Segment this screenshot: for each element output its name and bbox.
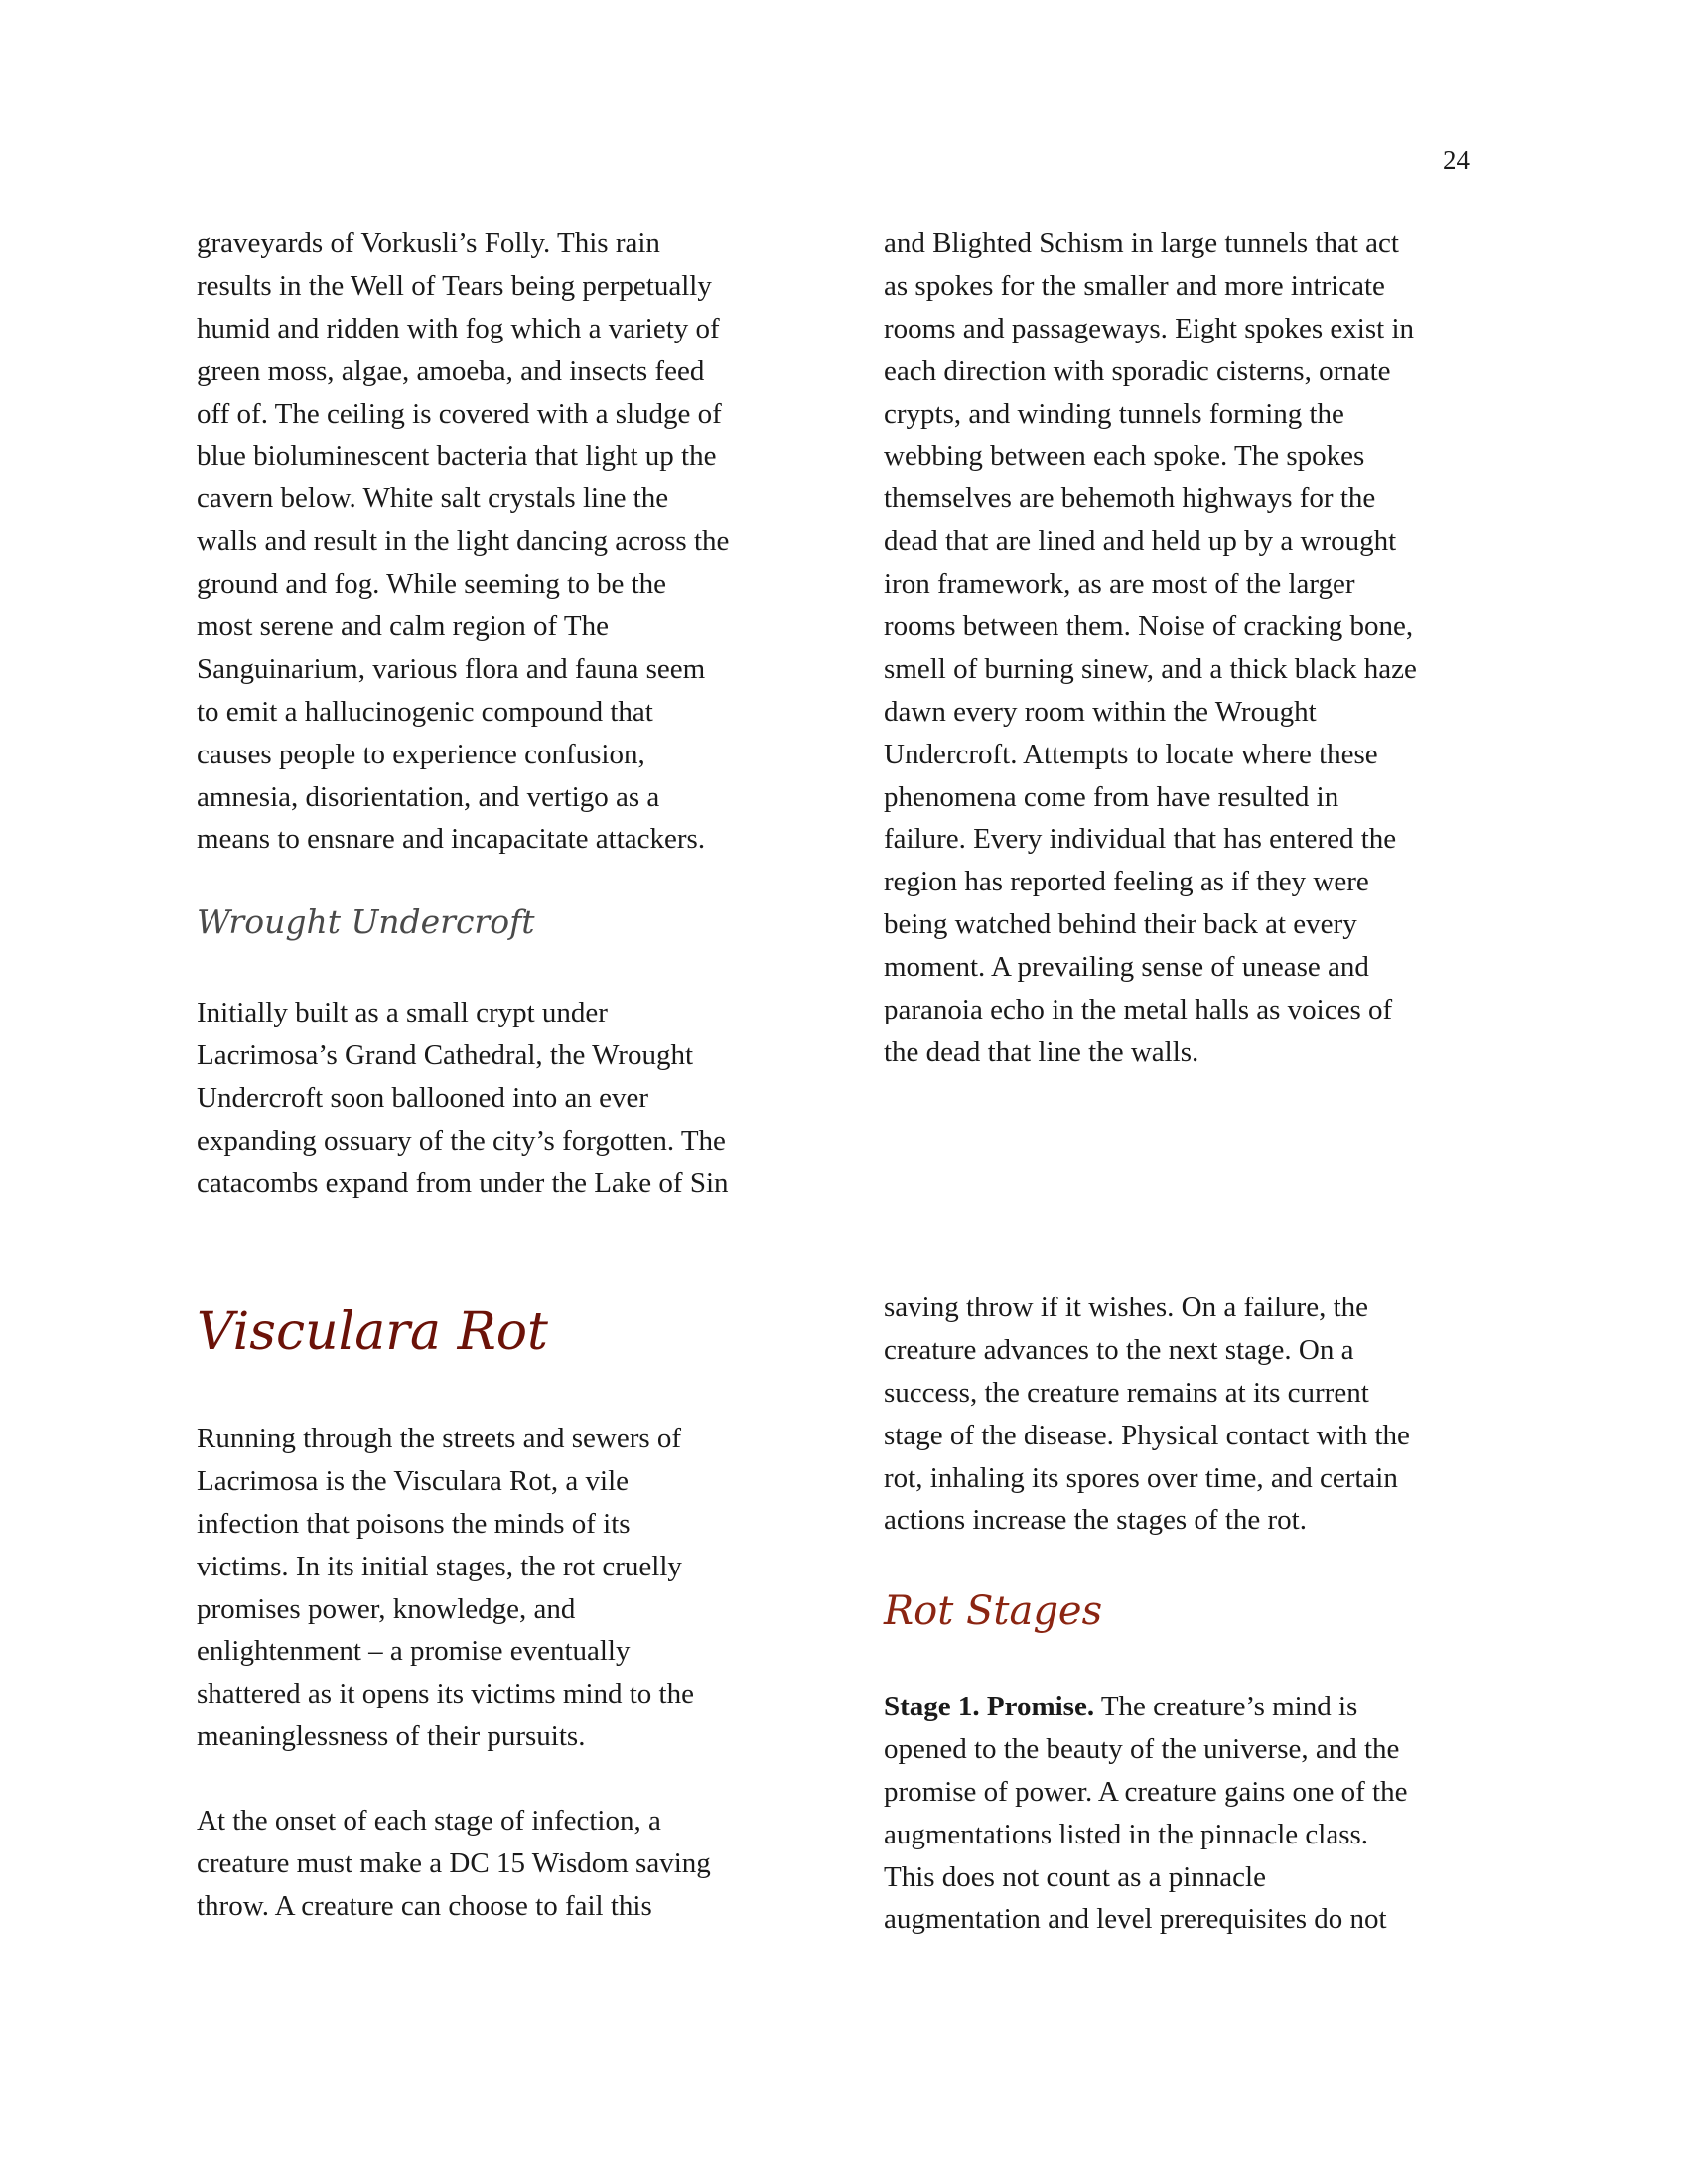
text-line: rooms and passageways. Eight spokes exist in: [884, 312, 1415, 344]
stage-1-text: The creature’s mind is: [1094, 1691, 1358, 1722]
text-line: webbing between each spoke. The spokes: [884, 440, 1365, 473]
page-number: 24: [1443, 145, 1470, 175]
heading-rot-stages: Rot Stages: [884, 1588, 1103, 1634]
text-line: each direction with sporadic cisterns, ornate: [884, 354, 1391, 387]
text-line: victims. In its initial stages, the rot cruelly: [197, 1550, 682, 1582]
text-line: dawn every room within the Wrought: [884, 695, 1317, 728]
text-line: Lacrimosa is the Visculara Rot, a vile: [197, 1464, 630, 1497]
text-line: Sanguinarium, various flora and fauna seem: [197, 652, 706, 685]
text-line: Lacrimosa’s Grand Cathedral, the Wrought: [197, 1038, 694, 1071]
paragraph-wrought-intro: [197, 992, 729, 1204]
text-line: catacombs expand from under the Lake of Sin: [197, 1166, 729, 1199]
text-line: off of. The ceiling is covered with a sludge of: [197, 397, 722, 430]
text-line: stage of the disease. Physical contact with the: [884, 1419, 1410, 1451]
text-line: region has reported feeling as if they were: [884, 866, 1369, 898]
text-line: most serene and calm region of The: [197, 611, 609, 643]
text-line: augmentations listed in the pinnacle class.: [884, 1818, 1369, 1850]
text-line: causes people to experience confusion,: [197, 738, 645, 770]
text-line: themselves are behemoth highways for the: [884, 482, 1376, 515]
text-line: green moss, algae, amoeba, and insects feed: [197, 354, 705, 387]
text-line: expanding ossuary of the city’s forgotten. The: [197, 1124, 726, 1157]
text-line: means to ensnare and incapacitate attackers.: [197, 823, 706, 856]
text-line: moment. A prevailing sense of unease and: [884, 951, 1369, 984]
text-line: iron framework, as are most of the larger: [884, 568, 1355, 601]
text-line: crypts, and winding tunnels forming the: [884, 397, 1344, 430]
text-line: rooms between them. Noise of cracking bone,: [884, 611, 1414, 643]
text-line: cavern below. White salt crystals line the: [197, 482, 669, 515]
text-line: shattered as it opens its victims mind to the: [197, 1678, 694, 1710]
text-line: actions increase the stages of the rot.: [884, 1504, 1307, 1537]
text-line: Undercroft. Attempts to locate where these: [884, 738, 1378, 770]
text-line: promise of power. A creature gains one of the: [884, 1775, 1408, 1808]
text-line: creature advances to the next stage. On a: [884, 1333, 1354, 1366]
text-line: Running through the streets and sewers of: [197, 1423, 682, 1454]
text-line: This does not count as a pinnacle: [884, 1860, 1266, 1893]
text-line: blue bioluminescent bacteria that light up the: [197, 440, 717, 473]
paragraph-saving-throw: [197, 1800, 711, 1928]
paragraph-wrought-continued: [884, 222, 1417, 1074]
text-line: meaninglessness of their pursuits.: [197, 1720, 586, 1753]
text-line: smell of burning sinew, and a thick black haze: [884, 652, 1417, 685]
text-line: rot, inhaling its spores over time, and certain: [884, 1461, 1398, 1494]
paragraph-visculara-intro: [197, 1418, 694, 1758]
text-line: saving throw if it wishes. On a failure, the: [884, 1292, 1369, 1323]
paragraph-saving-throw-continued: [884, 1287, 1410, 1542]
paragraph-well-of-tears: [197, 222, 729, 861]
text-line: At the onset of each stage of infection, a: [197, 1805, 661, 1837]
stage-1-label: Stage 1. Promise.: [884, 1691, 1095, 1722]
text-line: success, the creature remains at its current: [884, 1376, 1369, 1409]
text-line: throw. A creature can choose to fail this: [197, 1889, 652, 1922]
text-line: phenomena come from have resulted in: [884, 780, 1339, 813]
text-line: paranoia echo in the metal halls as voices of: [884, 994, 1393, 1026]
text-line: the dead that line the walls.: [884, 1035, 1199, 1068]
text-line: creature must make a DC 15 Wisdom saving: [197, 1846, 711, 1879]
text-line: ground and fog. While seeming to be the: [197, 568, 667, 601]
text-line: infection that poisons the minds of its: [197, 1507, 631, 1540]
text-line: promises power, knowledge, and: [197, 1592, 576, 1625]
text-line: Undercroft soon ballooned into an ever: [197, 1081, 648, 1114]
text-line: being watched behind their back at every: [884, 908, 1357, 941]
text-line: amnesia, disorientation, and vertigo as a: [197, 780, 660, 813]
text-line: dead that are lined and held up by a wrought: [884, 525, 1397, 558]
text-line: results in the Well of Tears being perpetually: [197, 269, 712, 302]
text-line: and Blighted Schism in large tunnels that act: [884, 227, 1399, 259]
text-line: Initially built as a small crypt under: [197, 997, 608, 1028]
text-line: augmentation and level prerequisites do not: [884, 1903, 1387, 1936]
heading-wrought-undercroft: Wrought Undercroft: [197, 902, 535, 941]
text-line: to emit a hallucinogenic compound that: [197, 695, 653, 728]
paragraph-stage-1: [884, 1686, 1407, 1941]
text-line: [884, 1686, 1407, 1728]
text-line: opened to the beauty of the universe, and the: [884, 1732, 1400, 1765]
text-line: as spokes for the smaller and more intricate: [884, 269, 1385, 302]
text-line: humid and ridden with fog which a variety of: [197, 312, 720, 344]
text-line: enlightenment – a promise eventually: [197, 1635, 631, 1668]
text-line: failure. Every individual that has entered the: [884, 823, 1397, 856]
heading-visculara-rot: Visculara Rot: [197, 1302, 548, 1362]
text-line: graveyards of Vorkusli’s Folly. This rain: [197, 227, 660, 259]
text-line: walls and result in the light dancing across the: [197, 525, 730, 558]
